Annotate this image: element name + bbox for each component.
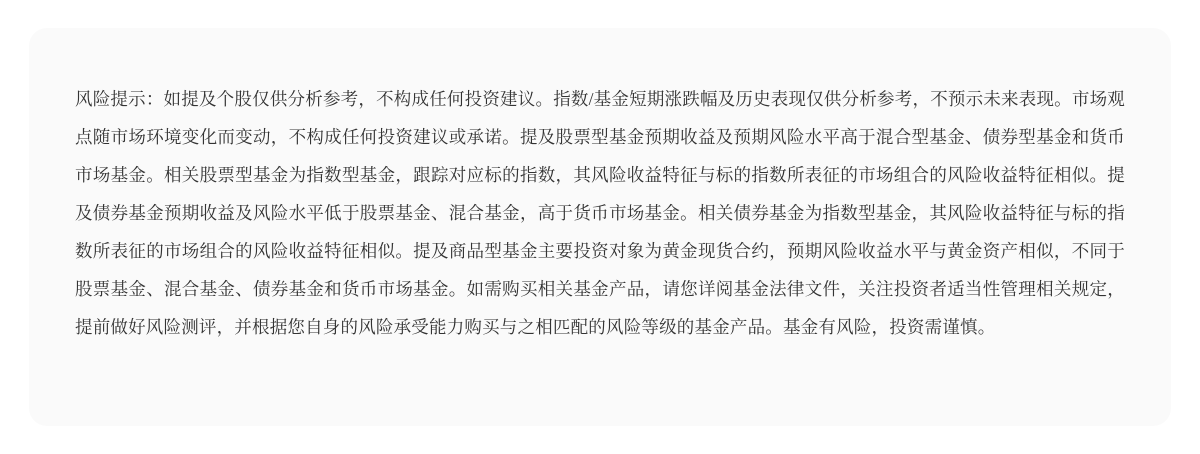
risk-disclaimer-text: 风险提示：如提及个股仅供分析参考，不构成任何投资建议。指数/基金短期涨跌幅及历史表现仅供分析参考，不预示未来表现。市场观点随市场环境变化而变动，不构成任何投资建议或承诺。提及股票型基金预期收益及预期风险水平高于混合型基金、债券型基金和货币市场基金。相关股票型基金为指数型基金，跟踪对应标的指数，其风险收益特征与标的指数所表征的市场组合的风险收益特征相似。提及债券基金预期收益及风险水平低于股票基金、混合基金，高于货币市场基金。相关债券基金为指数型基金，其风险收益特征与标的指数所表征的市场组合的风险收益特征相似。提及商品型基金主要投资对象为黄金现货合约，预期风险收益水平与黄金资产相似，不同于股票基金、混合基金、债券基金和货币市场基金。如需购买相关基金产品，请您详阅基金法律文件，关注投资者适当性管理相关规定，提前做好风险测评，并根据您自身的风险承受能力购买与之相匹配的风险等级的基金产品。基金有风险，投资需谨慎。 [75, 88, 1125, 337]
risk-disclaimer-card [29, 28, 1171, 426]
